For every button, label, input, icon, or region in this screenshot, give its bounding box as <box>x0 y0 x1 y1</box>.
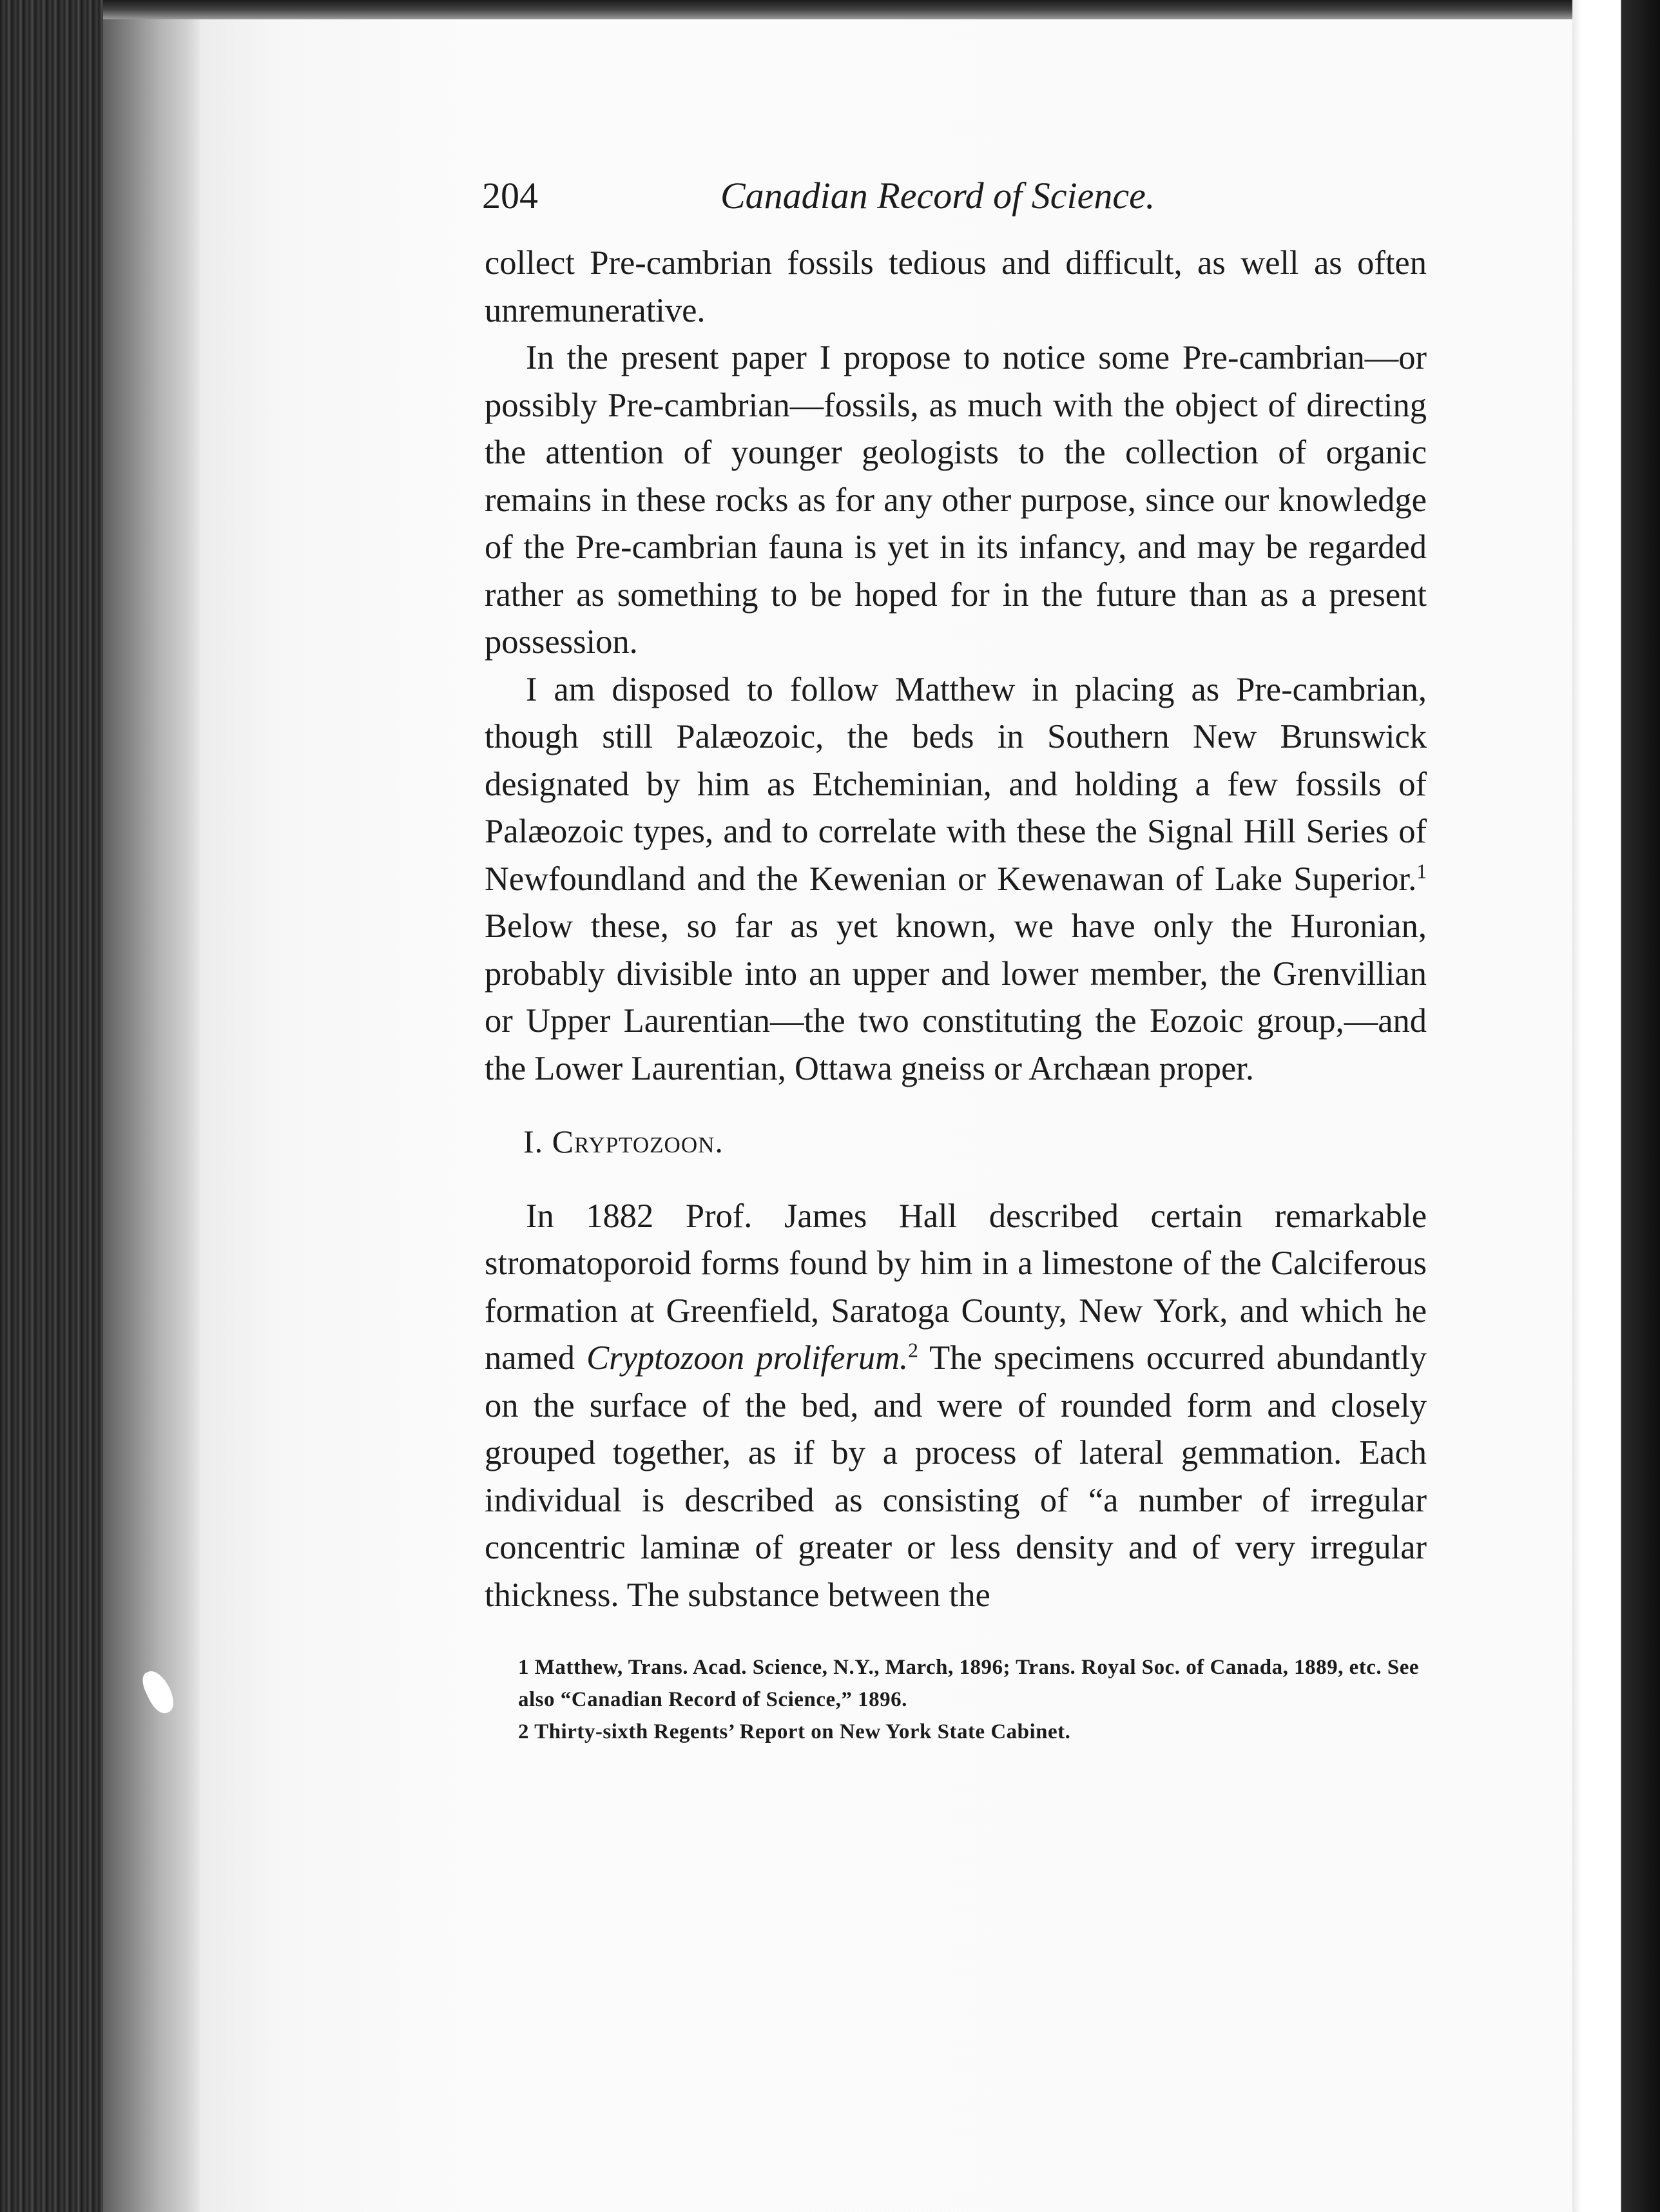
paragraph-3-text-a: I am disposed to follow Matthew in placing as Pre-cambrian, though still Palæozoic, the beds in Southern New Brunswick designated by him as Etcheminian, and holding a few fossils of Palæozoic types, and to correlate with these the Signal Hill Series of Newfoundland and the Kewenian or Kewenawan of Lake Superior. <box>485 670 1427 898</box>
section-heading: I. Cryptozoon. <box>523 1123 724 1159</box>
footnote-1 <box>485 1651 1427 1716</box>
page-number: 204 <box>482 175 538 217</box>
paragraph-1: collect Pre-cambrian fossils tedious and difficult, as well as often unremunerative. <box>485 244 1427 329</box>
footnotes <box>485 1651 1427 1748</box>
footnote-2 <box>485 1716 1427 1748</box>
footnote-ref-1: 1 <box>1416 860 1427 882</box>
running-title: Canadian Record of Science. <box>720 175 1155 217</box>
footnote-1-text: Matthew, Trans. Acad. Science, N.Y., March, 1896; Trans. Royal Soc. of Canada, 1889, etc. See also “Canadian Record of Science,” 1896. <box>518 1656 1420 1711</box>
top-scan-edge <box>103 0 1579 19</box>
species-name: Cryptozoon proliferum. <box>586 1339 909 1377</box>
footnote-2-text: Thirty-sixth Regents’ Report on New York State Cabinet. <box>534 1720 1071 1743</box>
paragraph-4-text-a: In 1882 Prof. James Hall described certain remarkable stromatoporoid forms found by him in a limestone of the Calciferous formation at Greenfield, Saratoga County, New York, and which he named <box>485 1197 1427 1377</box>
paragraph-3-text-b: Below these, so far as yet known, we have only the Huronian, probably divisible into an upper and lower member, the Grenvillian or Upper Laurentian—the two constituting the Eozoic group,—and the Lower Laurentian, Ottawa gneiss or Archæan proper. <box>485 907 1427 1087</box>
paragraph-2: In the present paper I propose to notice some Pre-cambrian—or possibly Pre-cambrian—fossils, as much with the object of directing the attention of younger geologists to the collection of organic remains in these rocks as for any other purpose, since our knowledge of the Pre-cambrian fauna is yet in its infancy, and may be regarded rather as something to be hoped for in the future than as a present possession. <box>485 339 1427 661</box>
page-stack-edge <box>103 0 200 2212</box>
footnote-1-marker: 1 <box>518 1656 529 1679</box>
right-scan-edge <box>1572 0 1660 2212</box>
page-header <box>482 174 1410 226</box>
footnote-2-marker: 2 <box>518 1720 529 1743</box>
paragraph-4-text-b: The specimens occurred abundantly on the surface of the bed, and were of rounded form and closely grouped together, as if by a process of lateral gemmation. Each individual is described as consisting of “a number of irregular concentric laminæ of greater or less density and of very irregular thickness. The substance between the <box>485 1339 1427 1614</box>
paragraph-4 <box>485 1193 1427 1620</box>
book-spine-edge <box>0 0 103 2212</box>
footnote-ref-2: 2 <box>908 1339 918 1362</box>
paragraph-3 <box>485 666 1427 1093</box>
body-text <box>485 240 1427 1748</box>
